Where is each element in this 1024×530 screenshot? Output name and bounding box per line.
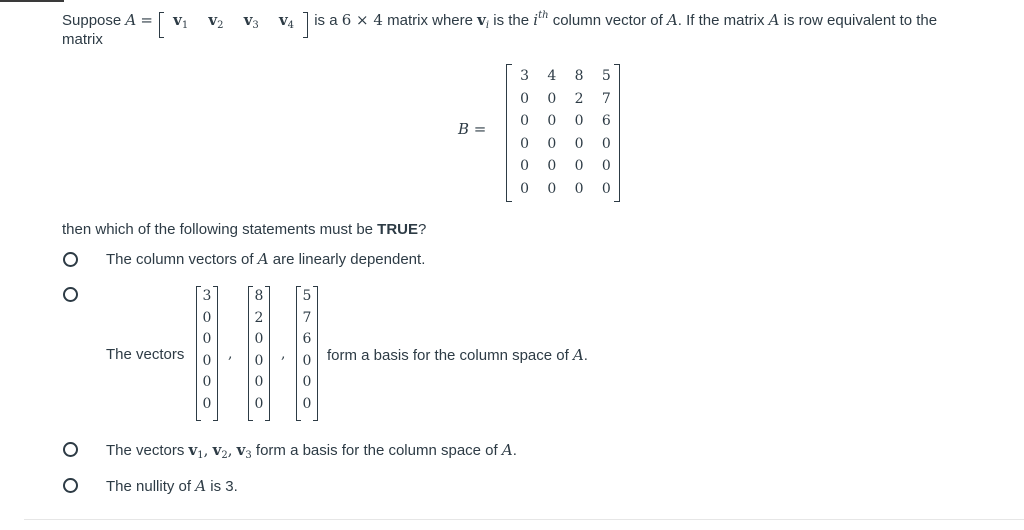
vector-entry: 0: [202, 395, 212, 412]
vector-entry: 2: [254, 309, 264, 326]
vector-entry: 5: [302, 288, 312, 304]
vector-entry: 0: [202, 352, 212, 369]
vector-entry: 0: [254, 352, 264, 369]
matrix-b-cell: 0: [547, 135, 557, 152]
matrix-b-cell: 0: [574, 135, 584, 152]
matrix-b-cell: 0: [547, 180, 557, 197]
matrix-b-row: [511, 88, 620, 111]
option-2-label-end[interactable]: form a basis for the column space of A.: [327, 346, 588, 364]
matrix-b-cell: 4: [547, 68, 557, 85]
matrix-b: [506, 64, 620, 202]
vector-entry: 0: [202, 309, 212, 326]
vector-entry: 0: [302, 352, 312, 369]
matrix-b-row: [511, 133, 620, 156]
matrix-b-cell: 0: [574, 113, 584, 130]
matrix-b-cell: 3: [520, 68, 530, 85]
matrix-b-cell: 0: [601, 158, 611, 175]
vector-comma: ,: [281, 346, 286, 362]
option-3-label[interactable]: The vectors $v_1$, $v_2$, $v_3$ form a basis for the column space of A.: [106, 441, 517, 461]
prompt-text: then which of the following statements must be TRUE?: [62, 221, 427, 238]
vector-entry: 8: [254, 288, 264, 304]
vector-row-matrix: $v_1$ $v_2$ $v_3$ $v_4$: [159, 10, 308, 36]
option-1-label[interactable]: The column vectors of A are linearly dependent.: [106, 250, 426, 268]
bottom-divider: [24, 519, 1024, 520]
vector-entry: 3: [202, 288, 212, 304]
matrix-b-row: [511, 110, 620, 133]
matrix-b-cell: 0: [601, 180, 611, 197]
vector-entry: 0: [302, 374, 312, 390]
matrix-b-cell: 0: [520, 135, 530, 152]
question-text: Suppose A = $v_1$ $v_2$ $v_3$ $v_4$ is a 6 × 4 matrix where $v_i$ is the $i^{th}$ column vector of A. If the matrix A is row equivalent to the: [62, 6, 937, 36]
matrix-b-row: [511, 155, 620, 178]
matrix-b-cell: 2: [574, 90, 584, 107]
matrix-b-cell: 0: [601, 135, 611, 152]
vector-comma: ,: [228, 346, 233, 362]
option-4-radio[interactable]: [63, 478, 78, 493]
matrix-b-cell: 0: [520, 113, 530, 130]
matrix-b-cell: 8: [574, 68, 584, 85]
vector-entry: 7: [302, 309, 312, 326]
matrix-b-cell: 0: [547, 113, 557, 130]
question-text-continued: matrix: [62, 31, 103, 48]
basis-vector-2: [248, 286, 270, 421]
matrix-b-cell: 5: [601, 68, 611, 85]
option-4-label[interactable]: The nullity of A is 3.: [106, 477, 238, 495]
option-1-radio[interactable]: [63, 252, 78, 267]
option-2-label-start[interactable]: The vectors: [106, 346, 185, 363]
matrix-b-cell: 7: [601, 90, 611, 107]
matrix-b-cell: 6: [601, 113, 611, 130]
basis-vector-3: [296, 286, 318, 421]
matrix-b-cell: 0: [574, 180, 584, 197]
vector-entry: 0: [254, 374, 264, 390]
basis-vector-1: [196, 286, 218, 421]
top-accent-bar: [0, 0, 64, 2]
vector-entry: 0: [302, 395, 312, 412]
matrix-b-cell: 0: [547, 90, 557, 107]
matrix-b-cell: 0: [520, 180, 530, 197]
vector-entry: 0: [254, 331, 264, 347]
matrix-b-cell: 0: [574, 158, 584, 175]
matrix-b-cell: 0: [520, 158, 530, 175]
vector-entry: 6: [302, 331, 312, 347]
matrix-b-cell: 0: [547, 158, 557, 175]
matrix-b-row: [511, 178, 620, 201]
matrix-b-label: B =: [458, 120, 487, 138]
option-3-radio[interactable]: [63, 442, 78, 457]
option-2-radio[interactable]: [63, 287, 78, 302]
vector-entry: 0: [202, 331, 212, 347]
matrix-b-cell: 0: [520, 90, 530, 107]
vector-entry: 0: [202, 374, 212, 390]
vector-entry: 0: [254, 395, 264, 412]
matrix-b-row: [511, 65, 620, 88]
